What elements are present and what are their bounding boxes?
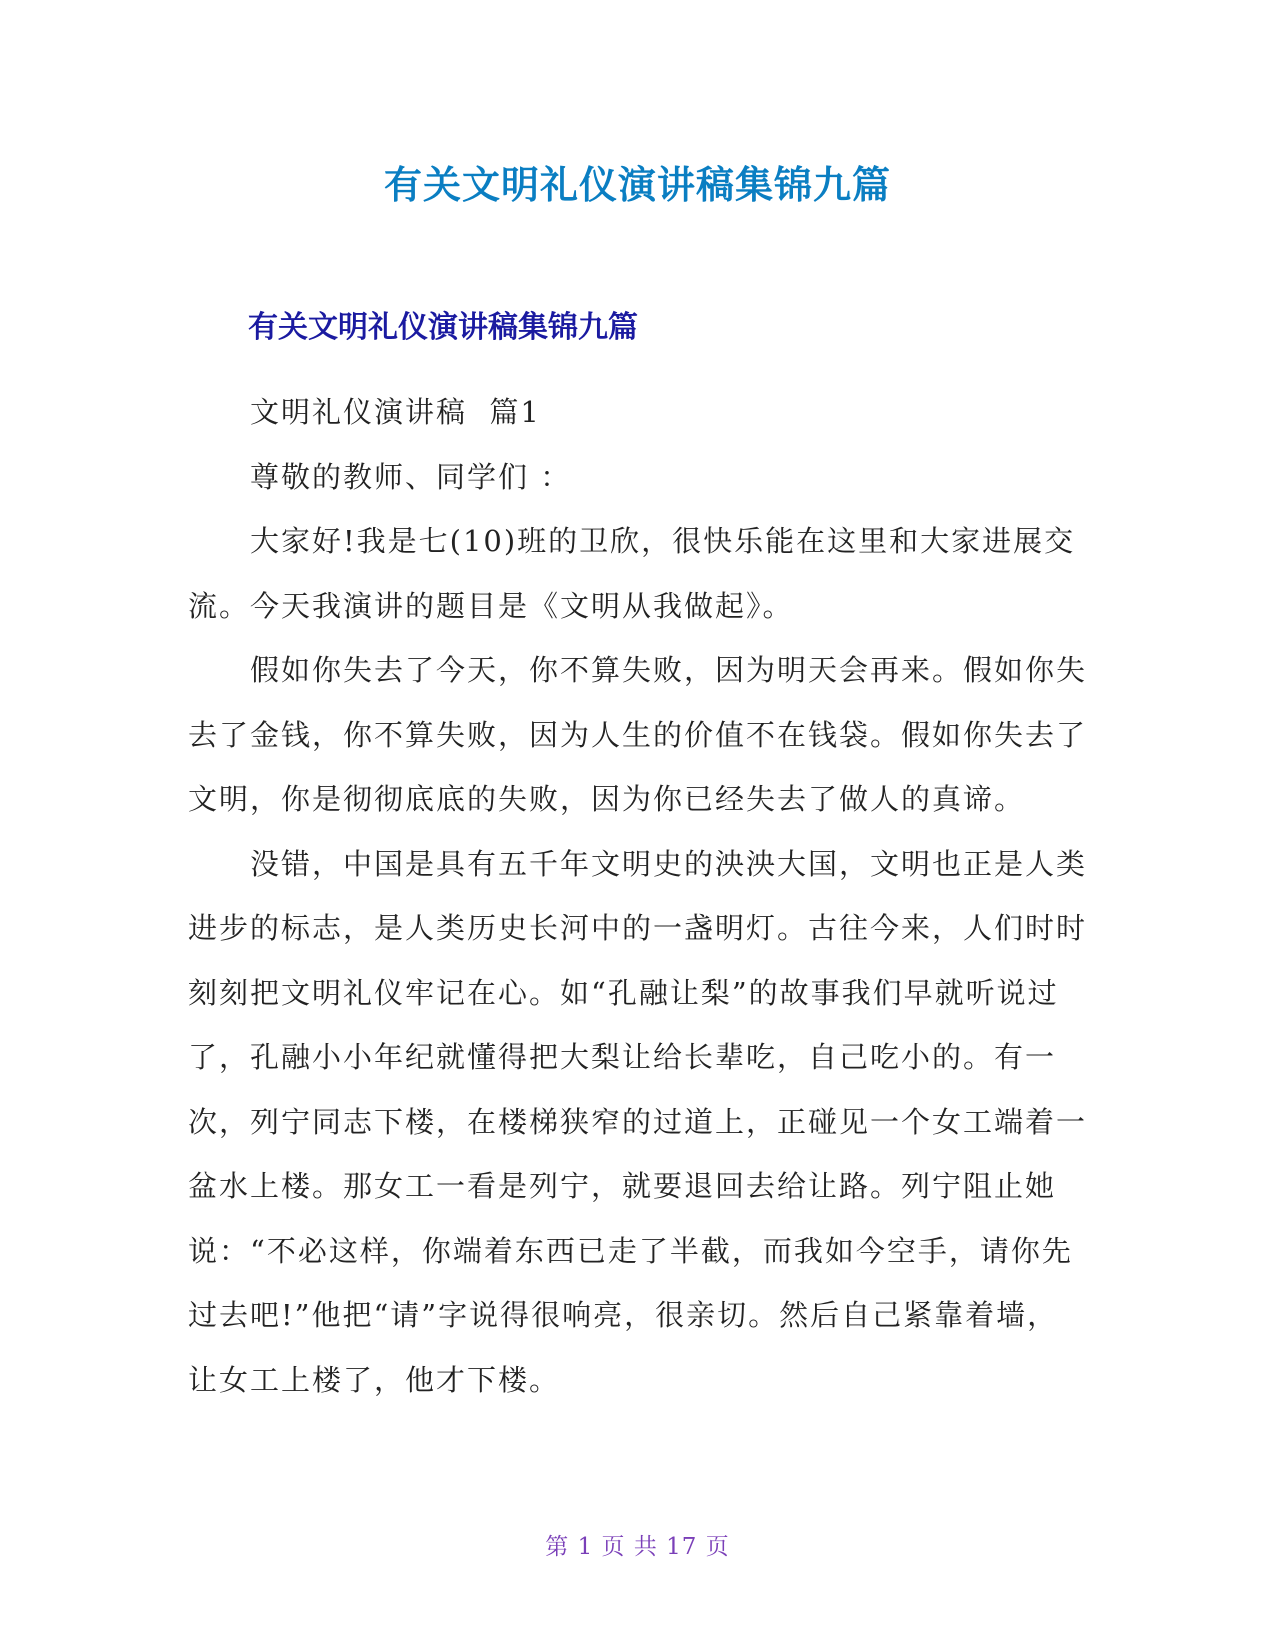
body-paragraph-1: 大家好!我是七(10)班的卫欣，很快乐能在这里和大家进展交流。今天我演讲的题目是《文明从我做起》。 [188,524,1076,623]
document-body [188,380,1088,1412]
body-paragraph-3: 没错，中国是具有五千年文明史的泱泱大国，文明也正是人类进步的标志，是人类历史长河中的一盏明灯。古往今来，人们时时刻刻把文明礼仪牢记在心。如“孔融让梨”的故事我们早就听说过了，孔融小小年纪就懂得把大梨让给长辈吃，自己吃小的。有一次，列宁同志下楼，在楼梯狭窄的过道上，正碰见一个女工端着一盆水上楼。那女工一看是列宁，就要退回去给让路。列宁阻止她说：“不必这样，你端着东西已走了半截，而我如今空手，请你先过去吧!”他把“请”字说得很响亮，很亲切。然后自己紧靠着墙，让女工上楼了，他才下楼。 [188,846,1088,1397]
sub-title: 有关文明礼仪演讲稿集锦九篇 [248,310,638,345]
body-paragraph-2: 假如你失去了今天，你不算失败，因为明天会再来。假如你失去了金钱，你不算失败，因为人生的价值不在钱袋。假如你失去了文明，你是彻彻底底的失败，因为你已经失去了做人的真谛。 [188,653,1088,816]
page-number-footer: 第 1 页 共 17 页 [545,1534,730,1560]
greeting-line: 尊敬的教师、同学们 ： [250,459,572,494]
main-title: 有关文明礼仪演讲稿集锦九篇 [383,163,891,207]
section-heading: 文明礼仪演讲稿 篇1 [250,395,541,429]
